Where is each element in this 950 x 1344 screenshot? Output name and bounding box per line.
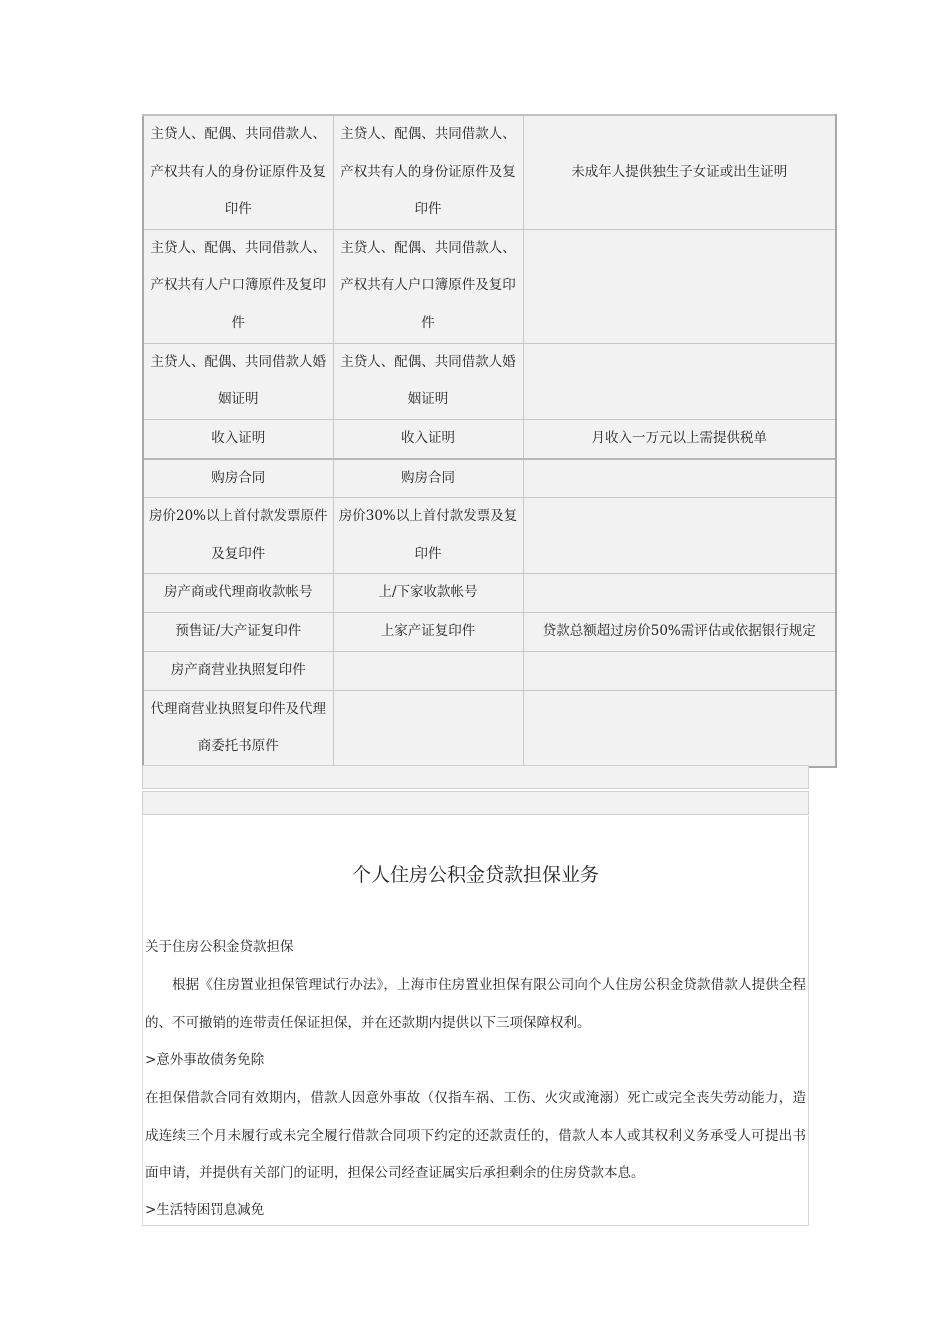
document-requirements-table (142, 114, 837, 768)
table-cell (333, 651, 523, 690)
table-cell (333, 690, 523, 767)
table-cell: 收入证明 (143, 419, 333, 458)
table-row (143, 115, 836, 229)
table-cell: 月收入一万元以上需提供税单 (523, 419, 836, 458)
item-title-hardship: >生活特困罚息减免 (145, 1202, 265, 1218)
table-row (143, 498, 836, 574)
article-title: 个人住房公积金贷款担保业务 (351, 864, 599, 886)
table-cell: 预售证/大产证复印件 (143, 612, 333, 651)
table-cell (523, 459, 836, 498)
table-cell: 主贷人、配偶、共同借款人、产权共有人户口簿原件及复印件 (143, 229, 333, 343)
table-cell: 主贷人、配偶、共同借款人、产权共有人的身份证原件及复印件 (333, 115, 523, 229)
table-cell: 房产商营业执照复印件 (143, 651, 333, 690)
table-cell: 贷款总额超过房价50%需评估或依据银行规定 (523, 612, 836, 651)
table-cell (523, 343, 836, 419)
table-cell (523, 690, 836, 767)
table-cell: 房产商或代理商收款帐号 (143, 574, 333, 613)
table-row (143, 612, 836, 651)
empty-band (142, 791, 809, 815)
table-cell: 主贷人、配偶、共同借款人婚姻证明 (333, 343, 523, 419)
table-cell (523, 229, 836, 343)
empty-band (142, 765, 809, 789)
article-panel (142, 816, 809, 1226)
table-cell: 购房合同 (333, 459, 523, 498)
section-heading: 关于住房公积金贷款担保 (145, 939, 294, 955)
table-cell: 上/下家收款帐号 (333, 574, 523, 613)
table-cell: 主贷人、配偶、共同借款人婚姻证明 (143, 343, 333, 419)
table-cell: 收入证明 (333, 419, 523, 458)
item-title-accident: >意外事故债务免除 (145, 1052, 265, 1068)
table-row (143, 574, 836, 613)
table-cell: 代理商营业执照复印件及代理商委托书原件 (143, 690, 333, 767)
item-body-accident: 在担保借款合同有效期内，借款人因意外事故（仅指车祸、工伤、火灾或淹溺）死亡或完全丧失劳动能力，造成连续三个月未履行或未完全履行借款合同项下约定的还款责任的，借款人本人或其权利义务承受人可提出书面申请，并提供有关部门的证明，担保公司经查证属实后承担剩余的住房贷款本息。 (145, 1090, 806, 1182)
table-row (143, 343, 836, 419)
table-cell: 主贷人、配偶、共同借款人、产权共有人户口簿原件及复印件 (333, 229, 523, 343)
table-row (143, 419, 836, 458)
table-cell (523, 574, 836, 613)
table-row (143, 229, 836, 343)
table-cell: 主贷人、配偶、共同借款人、产权共有人的身份证原件及复印件 (143, 115, 333, 229)
table-row (143, 651, 836, 690)
table-cell: 上家产证复印件 (333, 612, 523, 651)
intro-paragraph: 根据《住房置业担保管理试行办法》，上海市住房置业担保有限公司向个人住房公积金贷款借款人提供全程的、不可撤销的连带责任保证担保，并在还款期内提供以下三项保障权利。 (145, 977, 806, 1031)
table-cell: 房价20%以上首付款发票原件及复印件 (143, 498, 333, 574)
table-row (143, 459, 836, 498)
table-cell: 未成年人提供独生子女证或出生证明 (523, 115, 836, 229)
table-row (143, 690, 836, 767)
table-cell: 购房合同 (143, 459, 333, 498)
table-cell (523, 498, 836, 574)
table-cell (523, 651, 836, 690)
table-cell: 房价30%以上首付款发票及复印件 (333, 498, 523, 574)
